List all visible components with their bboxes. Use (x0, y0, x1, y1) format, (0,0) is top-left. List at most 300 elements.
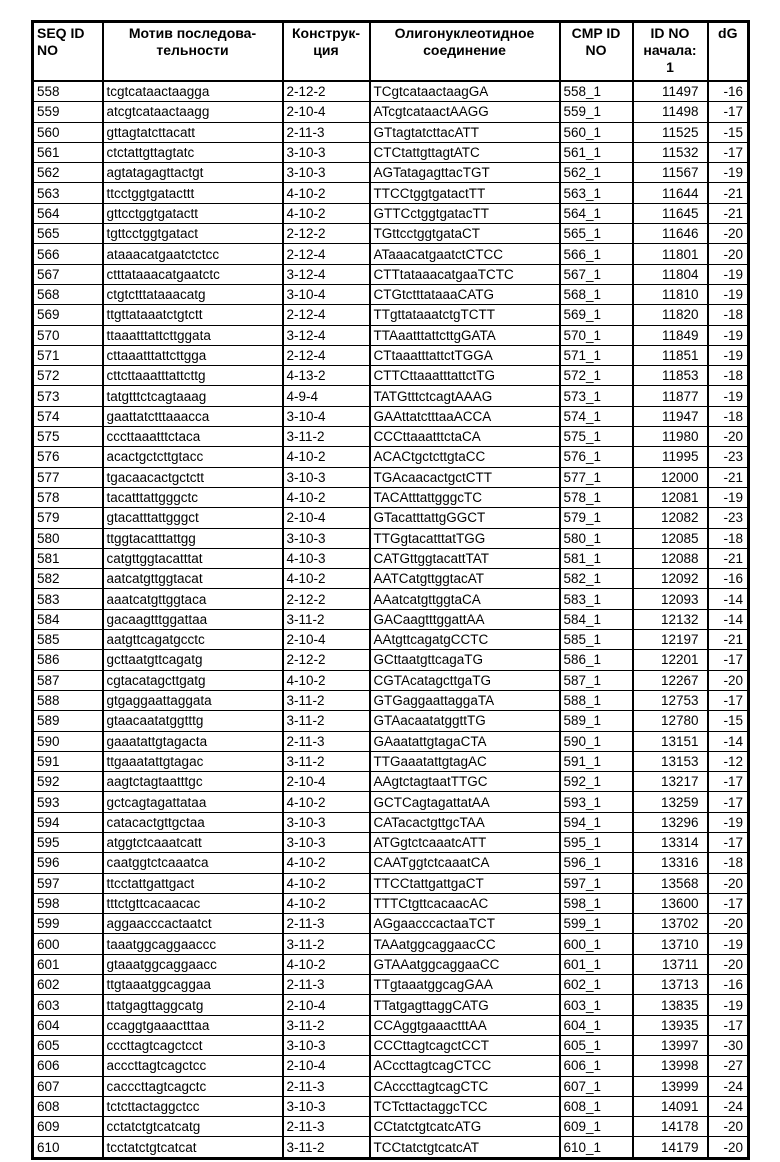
dg-cell: -20 (708, 244, 749, 264)
table-row (33, 670, 749, 690)
header-dg: dG (708, 22, 749, 82)
table-row (33, 284, 749, 304)
dg-cell: -21 (708, 630, 749, 650)
oligo-compound-cell: ATcgtcataactAAGG (370, 102, 560, 122)
seq-id-cell: 589 (33, 711, 103, 731)
id-start-cell: 13296 (633, 812, 708, 832)
motif-cell: ttatgagttaggcatg (103, 995, 283, 1015)
table-row (33, 81, 749, 102)
table-row (33, 812, 749, 832)
cmp-id-cell: 610_1 (560, 1137, 633, 1158)
dg-cell: -12 (708, 751, 749, 771)
motif-cell: catacactgttgctaa (103, 812, 283, 832)
motif-cell: gaaatattgtagacta (103, 731, 283, 751)
dg-cell: -16 (708, 975, 749, 995)
table-row (33, 569, 749, 589)
table-row (33, 853, 749, 873)
table-row (33, 224, 749, 244)
id-start-cell: 13314 (633, 832, 708, 852)
oligo-compound-cell: CCAggtgaaactttAA (370, 1015, 560, 1035)
id-start-cell: 11810 (633, 284, 708, 304)
cmp-id-cell: 564_1 (560, 203, 633, 223)
table-row (33, 711, 749, 731)
design-cell: 3-11-2 (283, 934, 370, 954)
oligo-compound-cell: ACccttagtcagCTCC (370, 1056, 560, 1076)
oligo-compound-cell: TATGtttctcagtAAAG (370, 386, 560, 406)
table-row (33, 487, 749, 507)
motif-cell: tatgtttctcagtaaag (103, 386, 283, 406)
motif-cell: cacccttagtcagctc (103, 1076, 283, 1096)
design-cell: 3-11-2 (283, 751, 370, 771)
table-row (33, 792, 749, 812)
cmp-id-cell: 560_1 (560, 122, 633, 142)
motif-cell: tttctgttcacaacac (103, 893, 283, 913)
design-cell: 2-11-3 (283, 914, 370, 934)
cmp-id-cell: 595_1 (560, 832, 633, 852)
design-cell: 3-12-4 (283, 325, 370, 345)
cmp-id-cell: 558_1 (560, 81, 633, 102)
oligo-compound-cell: GTAAatggcaggaaCC (370, 954, 560, 974)
table-row (33, 954, 749, 974)
oligo-compound-cell: TTAaatttattcttgGATA (370, 325, 560, 345)
cmp-id-cell: 607_1 (560, 1076, 633, 1096)
dg-cell: -17 (708, 650, 749, 670)
design-cell: 2-11-3 (283, 1076, 370, 1096)
motif-cell: cctatctgtcatcatg (103, 1117, 283, 1137)
seq-id-cell: 581 (33, 548, 103, 568)
table-row (33, 1076, 749, 1096)
design-cell: 2-10-4 (283, 102, 370, 122)
dg-cell: -14 (708, 589, 749, 609)
cmp-id-cell: 580_1 (560, 528, 633, 548)
oligo-compound-cell: CCtatctgtcatcATG (370, 1117, 560, 1137)
seq-id-cell: 561 (33, 142, 103, 162)
oligo-compound-cell: TGAcaacactgctCTT (370, 467, 560, 487)
id-start-cell: 14091 (633, 1096, 708, 1116)
oligo-compound-cell: GAaatattgtagaCTA (370, 731, 560, 751)
oligo-compound-cell: GTacatttattgGGCT (370, 508, 560, 528)
id-start-cell: 13217 (633, 772, 708, 792)
table-row (33, 873, 749, 893)
design-cell: 2-12-4 (283, 345, 370, 365)
cmp-id-cell: 575_1 (560, 427, 633, 447)
id-start-cell: 11645 (633, 203, 708, 223)
seq-id-cell: 575 (33, 427, 103, 447)
seq-id-cell: 596 (33, 853, 103, 873)
design-cell: 2-10-4 (283, 508, 370, 528)
seq-id-cell: 576 (33, 447, 103, 467)
cmp-id-cell: 570_1 (560, 325, 633, 345)
cmp-id-cell: 602_1 (560, 975, 633, 995)
seq-id-cell: 570 (33, 325, 103, 345)
id-start-cell: 14178 (633, 1117, 708, 1137)
oligo-compound-cell: CTTtataaacatgaaTCTC (370, 264, 560, 284)
cmp-id-cell: 567_1 (560, 264, 633, 284)
motif-cell: cttaaatttattcttgga (103, 345, 283, 365)
dg-cell: -20 (708, 427, 749, 447)
table-row (33, 751, 749, 771)
id-start-cell: 11849 (633, 325, 708, 345)
motif-cell: gctcagtagattataa (103, 792, 283, 812)
oligo-compound-cell: TTatgagttaggCATG (370, 995, 560, 1015)
table-row (33, 305, 749, 325)
cmp-id-cell: 599_1 (560, 914, 633, 934)
id-start-cell: 13600 (633, 893, 708, 913)
header-cmp-id-no: CMP ID NO (560, 22, 633, 82)
table-row (33, 1117, 749, 1137)
motif-cell: ctctattgttagtatc (103, 142, 283, 162)
cmp-id-cell: 565_1 (560, 224, 633, 244)
design-cell: 3-12-4 (283, 264, 370, 284)
design-cell: 3-11-2 (283, 690, 370, 710)
design-cell: 3-10-3 (283, 1096, 370, 1116)
header-oligonucleotide-compound: Олигонуклеотидное соединение (370, 22, 560, 82)
cmp-id-cell: 598_1 (560, 893, 633, 913)
table-row (33, 244, 749, 264)
design-cell: 3-10-3 (283, 832, 370, 852)
seq-id-cell: 571 (33, 345, 103, 365)
design-cell: 3-11-2 (283, 711, 370, 731)
id-start-cell: 11820 (633, 305, 708, 325)
seq-id-cell: 601 (33, 954, 103, 974)
id-start-cell: 13568 (633, 873, 708, 893)
dg-cell: -18 (708, 406, 749, 426)
motif-cell: gttcctggtgatactt (103, 203, 283, 223)
oligo-compound-cell: AGgaacccactaaTCT (370, 914, 560, 934)
oligo-compound-cell: TTGgtacatttatTGG (370, 528, 560, 548)
dg-cell: -17 (708, 832, 749, 852)
motif-cell: aatgttcagatgcctc (103, 630, 283, 650)
cmp-id-cell: 603_1 (560, 995, 633, 1015)
oligo-compound-cell: ATGgtctcaaatcATT (370, 832, 560, 852)
table-row (33, 589, 749, 609)
motif-cell: ttgttataaatctgtctt (103, 305, 283, 325)
table-row (33, 122, 749, 142)
seq-id-cell: 559 (33, 102, 103, 122)
cmp-id-cell: 589_1 (560, 711, 633, 731)
dg-cell: -21 (708, 548, 749, 568)
seq-id-cell: 572 (33, 366, 103, 386)
seq-id-cell: 563 (33, 183, 103, 203)
cmp-id-cell: 568_1 (560, 284, 633, 304)
design-cell: 3-11-2 (283, 609, 370, 629)
design-cell: 4-10-2 (283, 873, 370, 893)
dg-cell: -19 (708, 487, 749, 507)
id-start-cell: 11980 (633, 427, 708, 447)
oligo-compound-cell: TAAatggcaggaacCC (370, 934, 560, 954)
oligo-compound-cell: AAtgttcagatgCCTC (370, 630, 560, 650)
table-row (33, 995, 749, 1015)
table-row (33, 528, 749, 548)
dg-cell: -17 (708, 792, 749, 812)
seq-id-cell: 605 (33, 1035, 103, 1055)
motif-cell: gtaaatggcaggaacc (103, 954, 283, 974)
seq-id-cell: 569 (33, 305, 103, 325)
seq-id-cell: 588 (33, 690, 103, 710)
oligo-compound-cell: GCttaatgttcagaTG (370, 650, 560, 670)
id-start-cell: 13999 (633, 1076, 708, 1096)
seq-id-cell: 595 (33, 832, 103, 852)
table-row (33, 1015, 749, 1035)
dg-cell: -21 (708, 183, 749, 203)
id-start-cell: 11498 (633, 102, 708, 122)
design-cell: 3-11-2 (283, 427, 370, 447)
cmp-id-cell: 585_1 (560, 630, 633, 650)
design-cell: 2-11-3 (283, 975, 370, 995)
seq-id-cell: 562 (33, 163, 103, 183)
cmp-id-cell: 576_1 (560, 447, 633, 467)
id-start-cell: 11877 (633, 386, 708, 406)
dg-cell: -17 (708, 772, 749, 792)
table-row (33, 406, 749, 426)
id-start-cell: 11532 (633, 142, 708, 162)
design-cell: 4-10-2 (283, 893, 370, 913)
oligo-compound-cell: TCTcttactaggcTCC (370, 1096, 560, 1116)
id-start-cell: 11525 (633, 122, 708, 142)
oligo-compound-cell: CGTAcatagcttgaTG (370, 670, 560, 690)
seq-id-cell: 586 (33, 650, 103, 670)
seq-id-cell: 609 (33, 1117, 103, 1137)
motif-cell: tgttcctggtgatact (103, 224, 283, 244)
seq-id-cell: 594 (33, 812, 103, 832)
cmp-id-cell: 587_1 (560, 670, 633, 690)
dg-cell: -15 (708, 122, 749, 142)
dg-cell: -15 (708, 711, 749, 731)
table-row (33, 1035, 749, 1055)
table-row (33, 203, 749, 223)
cmp-id-cell: 559_1 (560, 102, 633, 122)
oligo-compound-cell: CATGttggtacattTAT (370, 548, 560, 568)
cmp-id-cell: 571_1 (560, 345, 633, 365)
table-row (33, 772, 749, 792)
design-cell: 2-10-4 (283, 772, 370, 792)
design-cell: 2-11-3 (283, 122, 370, 142)
motif-cell: tcgtcataactaagga (103, 81, 283, 102)
id-start-cell: 12753 (633, 690, 708, 710)
table-row (33, 447, 749, 467)
table-row (33, 630, 749, 650)
design-cell: 2-12-4 (283, 305, 370, 325)
design-cell: 3-11-2 (283, 1015, 370, 1035)
motif-cell: cgtacatagcttgatg (103, 670, 283, 690)
id-start-cell: 13997 (633, 1035, 708, 1055)
oligo-compound-cell: TTgtaaatggcagGAA (370, 975, 560, 995)
dg-cell: -18 (708, 305, 749, 325)
cmp-id-cell: 586_1 (560, 650, 633, 670)
cmp-id-cell: 582_1 (560, 569, 633, 589)
dg-cell: -21 (708, 203, 749, 223)
id-start-cell: 11646 (633, 224, 708, 244)
table-row (33, 183, 749, 203)
dg-cell: -20 (708, 873, 749, 893)
dg-cell: -23 (708, 508, 749, 528)
id-start-cell: 12092 (633, 569, 708, 589)
design-cell: 4-10-2 (283, 670, 370, 690)
design-cell: 3-10-3 (283, 812, 370, 832)
header-design: Конструк- ция (283, 22, 370, 82)
motif-cell: ttcctggtgatacttt (103, 183, 283, 203)
cmp-id-cell: 609_1 (560, 1117, 633, 1137)
seq-id-cell: 580 (33, 528, 103, 548)
motif-cell: cccttaaatttctaca (103, 427, 283, 447)
id-start-cell: 11804 (633, 264, 708, 284)
id-start-cell: 12088 (633, 548, 708, 568)
motif-cell: gtaacaatatggtttg (103, 711, 283, 731)
dg-cell: -19 (708, 325, 749, 345)
motif-cell: ttaaatttattcttggata (103, 325, 283, 345)
oligo-compound-cell: TACAtttattgggcTC (370, 487, 560, 507)
table-row (33, 914, 749, 934)
id-start-cell: 13702 (633, 914, 708, 934)
motif-cell: cccttagtcagctcct (103, 1035, 283, 1055)
motif-cell: acccttagtcagctcc (103, 1056, 283, 1076)
cmp-id-cell: 604_1 (560, 1015, 633, 1035)
design-cell: 4-10-2 (283, 183, 370, 203)
motif-cell: ttggtacatttattgg (103, 528, 283, 548)
oligo-compound-cell: GTAacaatatggttTG (370, 711, 560, 731)
dg-cell: -17 (708, 893, 749, 913)
design-cell: 3-10-4 (283, 406, 370, 426)
id-start-cell: 12267 (633, 670, 708, 690)
motif-cell: gtgaggaattaggata (103, 690, 283, 710)
cmp-id-cell: 600_1 (560, 934, 633, 954)
seq-id-cell: 567 (33, 264, 103, 284)
id-start-cell: 14179 (633, 1137, 708, 1158)
cmp-id-cell: 605_1 (560, 1035, 633, 1055)
oligo-compound-cell: CTTCttaaatttattctTG (370, 366, 560, 386)
motif-cell: aatcatgttggtacat (103, 569, 283, 589)
seq-id-cell: 577 (33, 467, 103, 487)
id-start-cell: 12085 (633, 528, 708, 548)
id-start-cell: 11497 (633, 81, 708, 102)
motif-cell: gttagtatcttacatt (103, 122, 283, 142)
oligo-compound-cell: CCCttagtcagctCCT (370, 1035, 560, 1055)
dg-cell: -19 (708, 934, 749, 954)
dg-cell: -19 (708, 995, 749, 1015)
design-cell: 3-10-4 (283, 284, 370, 304)
id-start-cell: 12093 (633, 589, 708, 609)
id-start-cell: 12197 (633, 630, 708, 650)
motif-cell: aggaacccactaatct (103, 914, 283, 934)
motif-cell: aagtctagtaatttgc (103, 772, 283, 792)
oligo-compound-cell: GCTCagtagattatAA (370, 792, 560, 812)
id-start-cell: 13935 (633, 1015, 708, 1035)
oligo-compound-cell: CATacactgttgcTAA (370, 812, 560, 832)
motif-cell: tcctatctgtcatcat (103, 1137, 283, 1158)
oligo-compound-cell: GTTCctggtgatacTT (370, 203, 560, 223)
oligo-compound-cell: GTGaggaattaggaTA (370, 690, 560, 710)
dg-cell: -16 (708, 569, 749, 589)
dg-cell: -20 (708, 1137, 749, 1158)
design-cell: 2-11-3 (283, 731, 370, 751)
dg-cell: -19 (708, 264, 749, 284)
oligo-compound-cell: GTtagtatcttacATT (370, 122, 560, 142)
id-start-cell: 13153 (633, 751, 708, 771)
design-cell: 4-10-2 (283, 569, 370, 589)
seq-id-cell: 583 (33, 589, 103, 609)
dg-cell: -19 (708, 284, 749, 304)
seq-id-cell: 607 (33, 1076, 103, 1096)
design-cell: 3-10-3 (283, 528, 370, 548)
header-id-no-start: ID NO начала: 1 (633, 22, 708, 82)
seq-id-cell: 568 (33, 284, 103, 304)
cmp-id-cell: 581_1 (560, 548, 633, 568)
motif-cell: atggtctcaaatcatt (103, 832, 283, 852)
motif-cell: gtacatttattgggct (103, 508, 283, 528)
motif-cell: catgttggtacatttat (103, 548, 283, 568)
oligo-compound-cell: TCCtatctgtcatcAT (370, 1137, 560, 1158)
seq-id-cell: 566 (33, 244, 103, 264)
cmp-id-cell: 572_1 (560, 366, 633, 386)
table-row (33, 893, 749, 913)
design-cell: 2-12-2 (283, 81, 370, 102)
motif-cell: ccaggtgaaactttaa (103, 1015, 283, 1035)
oligo-compound-cell: TGttcctggtgataCT (370, 224, 560, 244)
motif-cell: gacaagtttggattaa (103, 609, 283, 629)
cmp-id-cell: 601_1 (560, 954, 633, 974)
design-cell: 4-13-2 (283, 366, 370, 386)
design-cell: 2-11-3 (283, 1117, 370, 1137)
oligo-compound-cell: ACACtgctcttgtaCC (370, 447, 560, 467)
dg-cell: -20 (708, 1117, 749, 1137)
oligo-compound-cell: TTCCtattgattgaCT (370, 873, 560, 893)
table-row (33, 163, 749, 183)
id-start-cell: 13151 (633, 731, 708, 751)
seq-id-cell: 603 (33, 995, 103, 1015)
id-start-cell: 13259 (633, 792, 708, 812)
table-row (33, 427, 749, 447)
design-cell: 2-12-4 (283, 244, 370, 264)
seq-id-cell: 591 (33, 751, 103, 771)
design-cell: 4-10-2 (283, 447, 370, 467)
oligo-compound-cell: TTTCtgttcacaacAC (370, 893, 560, 913)
table-row (33, 508, 749, 528)
design-cell: 3-10-3 (283, 142, 370, 162)
id-start-cell: 11801 (633, 244, 708, 264)
seq-id-cell: 600 (33, 934, 103, 954)
dg-cell: -20 (708, 914, 749, 934)
motif-cell: gcttaatgttcagatg (103, 650, 283, 670)
cmp-id-cell: 579_1 (560, 508, 633, 528)
design-cell: 4-10-2 (283, 203, 370, 223)
seq-id-cell: 565 (33, 224, 103, 244)
id-start-cell: 12082 (633, 508, 708, 528)
motif-cell: agtatagagttactgt (103, 163, 283, 183)
design-cell: 3-10-3 (283, 467, 370, 487)
seq-id-cell: 560 (33, 122, 103, 142)
dg-cell: -27 (708, 1056, 749, 1076)
id-start-cell: 11995 (633, 447, 708, 467)
dg-cell: -21 (708, 467, 749, 487)
table-row (33, 975, 749, 995)
motif-cell: taaatggcaggaaccc (103, 934, 283, 954)
id-start-cell: 11851 (633, 345, 708, 365)
cmp-id-cell: 591_1 (560, 751, 633, 771)
motif-cell: ttgtaaatggcaggaa (103, 975, 283, 995)
id-start-cell: 12780 (633, 711, 708, 731)
seq-id-cell: 587 (33, 670, 103, 690)
oligo-compound-cell: CTtaaatttattctTGGA (370, 345, 560, 365)
design-cell: 2-10-4 (283, 995, 370, 1015)
cmp-id-cell: 574_1 (560, 406, 633, 426)
seq-id-cell: 584 (33, 609, 103, 629)
oligo-compound-cell: GACaagtttggattAA (370, 609, 560, 629)
motif-cell: ataaacatgaatctctcc (103, 244, 283, 264)
design-cell: 4-10-2 (283, 853, 370, 873)
oligonucleotide-table (31, 20, 750, 1160)
motif-cell: ctttataaacatgaatctc (103, 264, 283, 284)
seq-id-cell: 574 (33, 406, 103, 426)
